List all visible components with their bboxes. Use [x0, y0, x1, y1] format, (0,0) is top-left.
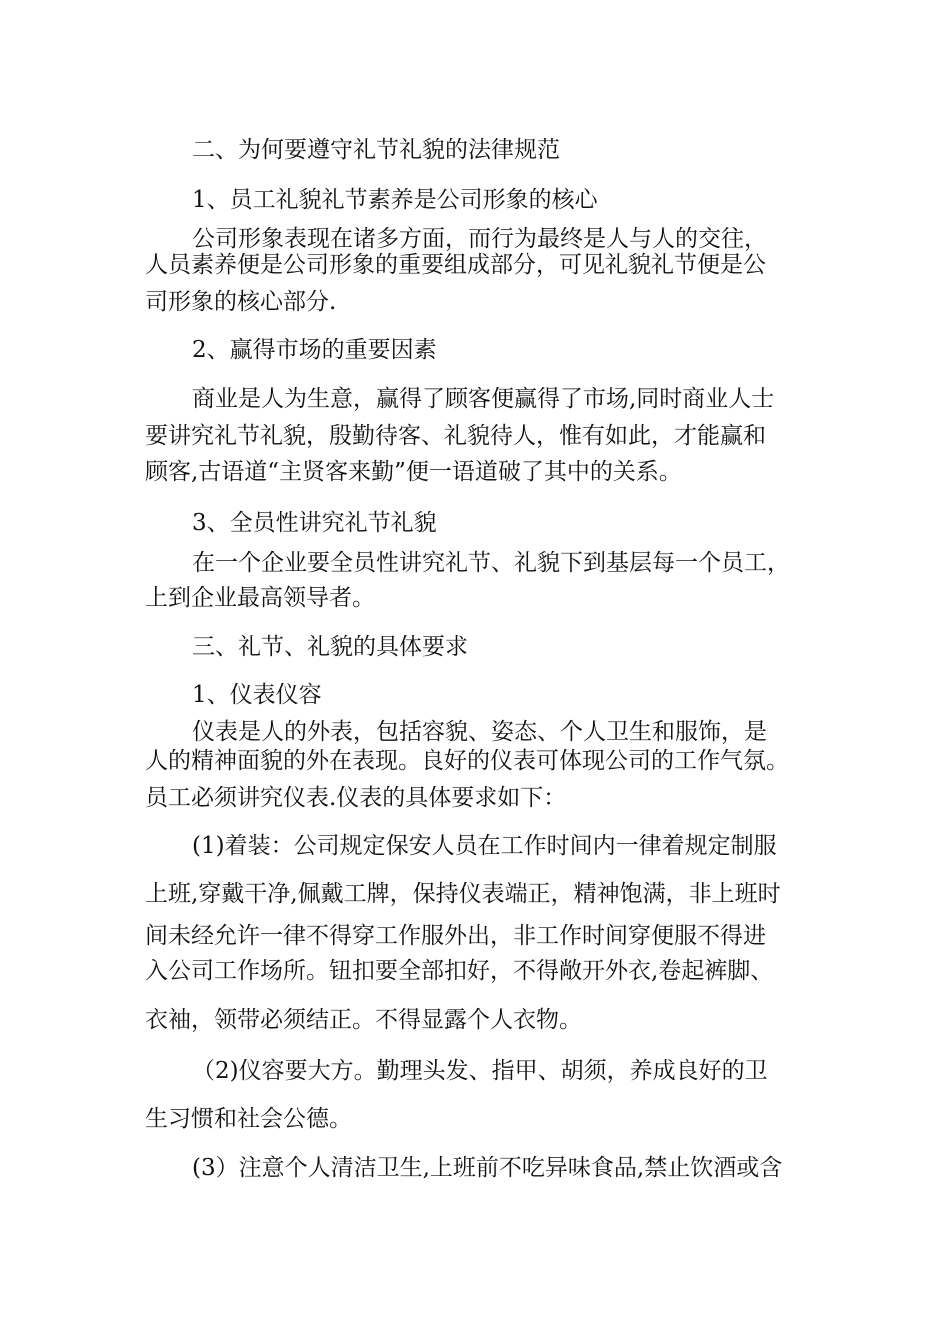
- paragraph-line: 在一个企业要全员性讲究礼节、礼貌下到基层每一个员工，: [192, 550, 790, 576]
- paragraph-line: 顾客,古语道“主贤客来勤”便一语道破了其中的关系。: [145, 459, 682, 485]
- paragraph-line: 仪表是人的外表，包括容貌、姿态、个人卫生和服饰，是: [192, 719, 767, 745]
- paragraph-line: 司形象的核心部分.: [145, 289, 337, 315]
- paragraph-line: 上班,穿戴干净,佩戴工牌，保持仪表端正，精神饱满，非上班时: [145, 881, 781, 907]
- subheading-2: 2、赢得市场的重要因素: [192, 337, 437, 363]
- paragraph-line: 生习惯和社会公德。: [145, 1106, 352, 1132]
- list-item-line: (3）注意个人清洁卫生,上班前不吃异味食品,禁止饮酒或含: [192, 1155, 783, 1181]
- subheading-appearance: 1、仪表仪容: [192, 682, 322, 708]
- paragraph-line: 商业是人为生意，赢得了顾客便赢得了市场,同时商业人士: [192, 386, 775, 412]
- list-item-line: （2)仪容要大方。勤理头发、指甲、胡须，养成良好的卫: [192, 1058, 768, 1084]
- section-heading-3: 三、礼节、礼貌的具体要求: [192, 634, 468, 660]
- subheading-1: 1、员工礼貌礼节素养是公司形象的核心: [192, 187, 598, 213]
- section-heading-2: 二、为何要遵守礼节礼貌的法律规范: [192, 137, 560, 163]
- paragraph-line: 上到企业最高领导者。: [145, 585, 375, 611]
- subheading-3: 3、全员性讲究礼节礼貌: [192, 510, 437, 536]
- paragraph-line: 入公司工作场所。钮扣要全部扣好，不得敞开外衣,卷起裤脚、: [145, 958, 774, 984]
- paragraph-line: 人员素养便是公司形象的重要组成部分，可见礼貌礼节便是公: [145, 252, 766, 278]
- paragraph-line: 要讲究礼节礼貌，殷勤待客、礼貌待人，惟有如此，才能赢和: [145, 423, 766, 449]
- paragraph-line: 衣袖，领带必须结正。不得显露个人衣物。: [145, 1007, 582, 1033]
- list-item-line: (1)着装：公司规定保安人员在工作时间内一律着规定制服: [192, 833, 777, 859]
- paragraph-line: 员工必须讲究仪表.仪表的具体要求如下：: [145, 785, 567, 811]
- paragraph-line: 人的精神面貌的外在表现。良好的仪表可体现公司的工作气氛。: [145, 748, 789, 774]
- paragraph-line: 间未经允许一律不得穿工作服外出，非工作时间穿便服不得进: [145, 923, 766, 949]
- paragraph-line: 公司形象表现在诸多方面，而行为最终是人与人的交往，: [192, 226, 767, 252]
